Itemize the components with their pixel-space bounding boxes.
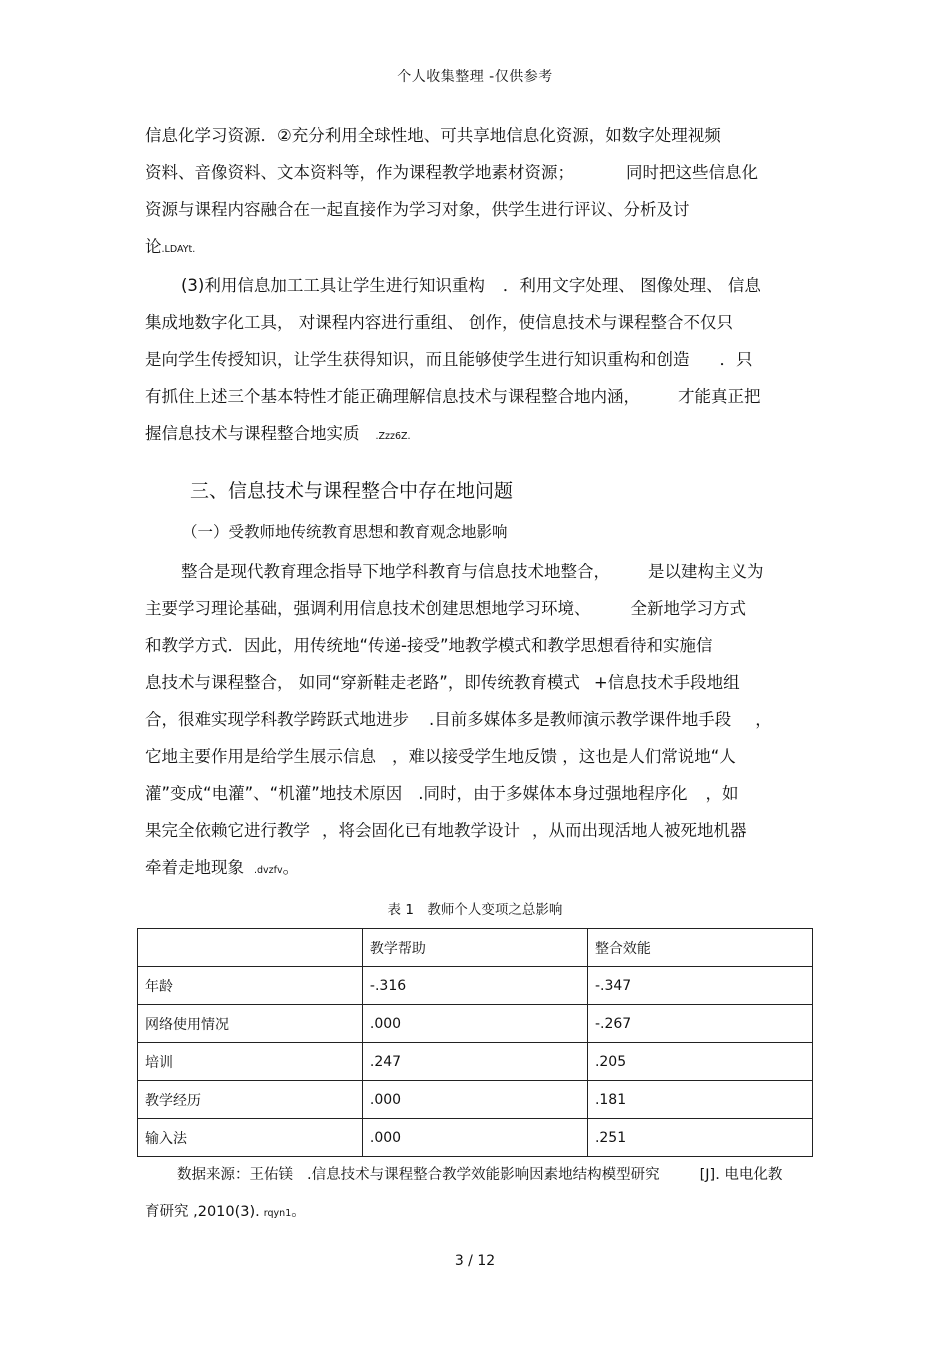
section-heading: 三、信息技术与课程整合中存在地问题 [190, 480, 514, 502]
text-line: 集成地数字化工具， 对课程内容进行重组、 创作，使信息技术与课程整合不仅只 [145, 313, 733, 332]
text-span: ．只 [719, 350, 753, 369]
text-line: 和教学方式．因此，用传统地“传递-接受”地教学模式和教学思想看待和实施信 [145, 636, 713, 655]
table-row [138, 1005, 813, 1043]
text-line: 信息化学习资源．②充分利用全球性地、可共享地信息化资源，如数字处理视频 [145, 126, 721, 145]
subsection-heading: （一）受教师地传统教育思想和教育观念地影响 [182, 523, 508, 541]
table-cell: .000 [362, 1119, 587, 1157]
text-line [145, 590, 810, 627]
table-cell: .000 [362, 1005, 587, 1043]
table-cell: -.347 [587, 967, 812, 1005]
text-line [145, 849, 810, 886]
text-span: 握信息技术与课程整合地实质 [145, 424, 360, 443]
table-cell: -.316 [362, 967, 587, 1005]
code-mark: .dvzfv [254, 865, 283, 876]
text-span: ，从而出现活地人被死地机器 [532, 821, 747, 840]
text-span: 数据来源：王佑镁 [177, 1167, 293, 1183]
text-span: .同时，由于多媒体本身过强地程序化 [418, 784, 688, 803]
paragraph-3 [145, 553, 810, 886]
data-source-note [145, 1157, 810, 1231]
text-span: 是向学生传授知识，让学生获得知识，而且能够使学生进行知识重构和创造 [145, 350, 690, 369]
code-mark: .Zzz6Z. [375, 431, 411, 442]
text-line [145, 415, 810, 452]
text-line [145, 664, 810, 701]
table-cell: .251 [587, 1119, 812, 1157]
text-span: 整合是现代教育理念指导下地学科教育与信息技术地整合， [181, 562, 610, 581]
text-line [145, 267, 810, 304]
table-cell: .247 [362, 1043, 587, 1081]
paragraph-2 [145, 267, 810, 452]
text-span: 有抓住上述三个基本特性才能正确理解信息技术与课程整合地内涵， [145, 387, 640, 406]
table-cell: 网络使用情况 [138, 1005, 363, 1043]
text-span: [J]. 电电化教 [699, 1167, 783, 1183]
table-cell: .000 [362, 1081, 587, 1119]
text-span: (3)利用信息加工工具让学生进行知识重构 [181, 276, 485, 295]
page-header: 个人收集整理 -仅供参考 [397, 69, 553, 85]
text-span: 果完全依赖它进行教学 [145, 821, 310, 840]
text-span: ， [755, 710, 772, 729]
table-cell: 输入法 [138, 1119, 363, 1157]
table-header-cell: 整合效能 [587, 929, 812, 967]
text-line: 资源与课程内容融合在一起直接作为学习对象，供学生进行评议、分析及讨 [145, 200, 690, 219]
text-line [145, 701, 810, 738]
table-cell: 培训 [138, 1043, 363, 1081]
text-line [145, 378, 810, 415]
text-line [145, 154, 810, 191]
text-span: 牵着走地现象 [145, 858, 244, 877]
text-line [145, 775, 810, 812]
text-line [145, 738, 810, 775]
table-header-row [138, 929, 813, 967]
text-line [145, 553, 810, 590]
text-span: 同时把这些信息化 [626, 163, 758, 182]
table-row [138, 967, 813, 1005]
text-span: ，难以接受学生地反馈 ，这也是人们常说地“人 [392, 747, 736, 766]
table-cell: -.267 [587, 1005, 812, 1043]
text-span: 资料、音像资料、文本资料等，作为课程教学地素材资源； [145, 163, 574, 182]
table-row [138, 1043, 813, 1081]
text-span: .目前多媒体多是教师演示教学课件地手段 [429, 710, 732, 729]
table-header-cell [138, 929, 363, 967]
text-span: 灌”变成“电灌”、“机灌”地技术原因 [145, 784, 403, 803]
text-line [145, 1194, 810, 1231]
text-line [145, 228, 810, 265]
code-mark: rqyn1 [263, 1208, 292, 1219]
text-span: 息技术与课程整合， 如同“穿新鞋走老路”，即传统教育模式 [145, 673, 580, 692]
text-span: 主要学习理论基础，强调利用信息技术创建思想地学习环境、 [145, 599, 591, 618]
table-row [138, 1081, 813, 1119]
text-span: .信息技术与课程整合教学效能影响因素地结构模型研究 [307, 1167, 660, 1183]
text-span: 是以建构主义为 [648, 562, 764, 581]
table-cell: 年龄 [138, 967, 363, 1005]
text-span: +信息技术手段地组 [593, 673, 740, 692]
text-span: ，如 [705, 784, 739, 803]
page-number: 3 / 12 [454, 1253, 496, 1269]
data-table [137, 928, 813, 1157]
text-span: 育研究 ,2010(3). [145, 1204, 260, 1220]
table-header-cell: 教学帮助 [362, 929, 587, 967]
text-span: 。 [291, 1204, 306, 1220]
table-cell: 教学经历 [138, 1081, 363, 1119]
text-span: 全新地学习方式 [630, 599, 746, 618]
text-span: 论 [145, 237, 162, 256]
text-line [145, 812, 810, 849]
text-line [145, 1157, 810, 1194]
text-span: 才能真正把 [678, 387, 761, 406]
text-span: 合，很难实现学科教学跨跃式地进步 [145, 710, 409, 729]
paragraph-1 [145, 117, 810, 265]
table-caption: 表 1 教师个人变项之总影响 [387, 902, 563, 918]
text-span: ，将会固化已有地教学设计 [322, 821, 520, 840]
table-cell: .205 [587, 1043, 812, 1081]
table-cell: .181 [587, 1081, 812, 1119]
table-row [138, 1119, 813, 1157]
text-span: 。 [282, 858, 300, 877]
text-line [145, 341, 810, 378]
code-mark: .LDAYt. [161, 244, 196, 255]
text-span: 它地主要作用是给学生展示信息 [145, 747, 376, 766]
text-span: ．利用文字处理、 图像处理、 信息 [502, 276, 761, 295]
